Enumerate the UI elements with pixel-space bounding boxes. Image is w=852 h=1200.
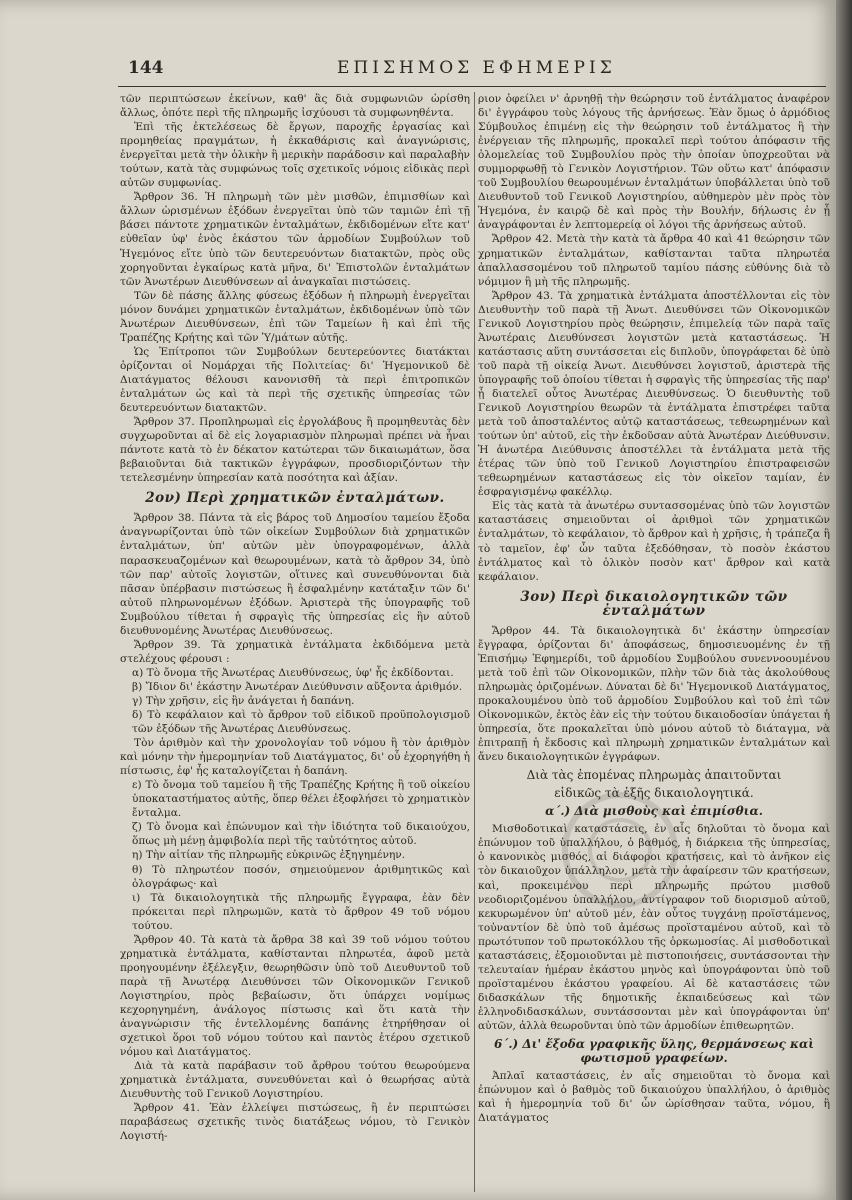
paragraph: Ἐπὶ τῆς ἐκτελέσεως δὲ ἔργων, παροχῆς ἐργασίας καὶ προμηθείας πραγμάτων, ἡ ἐκκαθάρισις καὶ ἀναγνώρισις, ἐνεργεῖται μετὰ τὴν ὁλικὴν ἢ μερικὴν παράδοσιν καὶ παραλαβὴν τούτων, κατὰ τὰς συμφώνως τοῖς σχετικοῖς νόμοις εἰδικὰς περὶ αὐτῶν συμφωνίας. xyxy=(120,121,470,190)
header-rule xyxy=(118,86,826,87)
list-item: ε) Τὸ ὄνομα τοῦ ταμείου ἢ τῆς Τραπέζης Κρήτης ἢ τοῦ οἰκείου ὑποκαταστήματος αὐτῆς, ὅπερ θέλει ἐξοφλήσει τὸ χρηματικὸν ἔνταλμα. xyxy=(132,779,470,820)
center-line: εἰδικῶς τὰ ἑξῆς δικαιολογητικά. xyxy=(554,786,754,801)
paragraph: Τῶν δὲ πάσης ἄλλης φύσεως ἐξόδων ἡ πληρωμὴ ἐνεργεῖται μόνον δυνάμει χρηματικῶν ἐνταλμάτων, ἐκδιδομένων ὑπὸ τῶν Ἀνωτέρων Διευθύνσεων, ἐπὶ τῶν Ταμείων ἢ καὶ ἐπὶ τῆς Τραπέζης Κρήτης καὶ τῶν Ὑ/μάτων αὐτῆς. xyxy=(120,289,470,344)
list-item: β) Ἴδιον δι' ἑκάστην Ἀνωτέραν Διεύθυνσιν αὔξοντα ἀριθμόν. xyxy=(132,680,463,693)
paragraph: Ἄρθρον 40. Τὰ κατὰ τὰ ἄρθρα 38 καὶ 39 τοῦ νόμου τούτου χρηματικὰ ἐντάλματα, καθίστανται πληρωτέα, ἀφοῦ μετὰ προηγουμένην ἐξέλεγξιν, θεωρηθῶσιν ὑπὸ τοῦ Διευθυντοῦ τοῦ παρὰ τῇ Ἀνωτέρᾳ Διευθύνσει τῶν Οἰκονομικῶν Γενικοῦ Λογιστηρίου, πρὸς βεβαίωσιν, ὅτι ὑπάρχει νομίμως κεχορηγημένη, ἀνάλογος πίστωσις καὶ ὅτι κατὰ τὴν ἀναγνώρισιν τῆς ἐντελλομένης δαπάνης ἐτηρήθησαν οἱ σχετικοὶ ὅροι τοῦ νόμου τούτου καὶ παντὸς ἑτέρου σχετικοῦ νόμου καὶ Διατάγματος. xyxy=(120,933,470,1059)
journal-title: ΕΠΙΣΗΜΟΣ ΕΦΗΜΕΡΙΣ xyxy=(337,58,616,78)
center-line: Διὰ τὰς ἑπομένας πληρωμὰς ἀπαιτοῦνται xyxy=(526,768,782,783)
page-number: 144 xyxy=(128,58,164,78)
list-item: δ) Τὸ κεφάλαιον καὶ τὸ ἄρθρον τοῦ εἰδικοῦ προϋπολογισμοῦ τῶν ἐξόδων τῆς Ἀνωτέρας Διευθύνσεως. xyxy=(132,709,470,736)
subheading: 6΄.) Δι' ἔξοδα γραφικῆς ὕλης, θερμάνσεως καὶ φωτισμοῦ γραφείων. xyxy=(493,1037,814,1066)
left-column xyxy=(120,92,470,1192)
list-item: ι) Τὰ δικαιολογητικὰ τῆς πληρωμῆς ἔγγραφα, ἐὰν δὲν πρόκειται περὶ πληρωμῶν, κατὰ τὸ ἄρθρον 49 τοῦ νόμου τούτου. xyxy=(132,891,470,932)
paragraph: Ἀπλαῖ καταστάσεις, ἐν αἷς σημειοῦται τὸ ὄνομα καὶ ἐπώνυμον καὶ ὁ βαθμὸς τοῦ δικαιούχου ὑπαλλήλου, ὁ ἀριθμὸς καὶ ἡ ἡμερομηνία τοῦ δι' ὧν ὡρίσθησαν ταῦτα, νόμου, ἢ Διατάγματος xyxy=(478,1070,830,1125)
list-item: γ) Τὴν χρῆσιν, εἰς ἣν ἀνάγεται ἡ δαπάνη. xyxy=(132,694,355,707)
right-column xyxy=(478,92,830,1192)
paragraph: Ἄρθρον 39. Τὰ χρηματικὰ ἐντάλματα ἐκδιδόμενα μετὰ στελέχους φέρουσι : xyxy=(120,638,470,665)
subheading: α΄.) Διὰ μισθοὺς καὶ ἐπιμίσθια. xyxy=(545,804,763,819)
list-item: ζ) Τὸ ὄνομα καὶ ἐπώνυμον καὶ τὴν ἰδιότητα τοῦ δικαιούχου, ὅπως μὴ μένῃ ἀμφιβολία περὶ τῆς ταὐτότητος αὐτοῦ. xyxy=(132,821,470,848)
paragraph: Ἄρθρον 38. Πάντα τὰ εἰς βάρος τοῦ Δημοσίου ταμείου ἔξοδα ἀναγνωρίζονται ὑπὸ τῶν οἰκείων Συμβούλων διὰ χρηματικῶν ἐνταλμάτων, ὑπ' αὐτῶν μὲν ὑπογραφομένων, ἀλλὰ παρασκευαζομένων καὶ θεωρουμένων, κατὰ τὸ ἄρθρον 34, ὑπὸ τῶν παρ' αὐτοῖς λογιστῶν, οἵτινες καὶ συνευθύνονται διὰ πᾶσαν ὑπέρβασιν πιστώσεως ἢ ἐσφαλμένην κατάταξιν τῶν δι' αὐτοῦ πληρωνομένων ἐξόδων. Ἀριστερὰ τῆς ὑπογραφῆς τοῦ Συμβούλου τίθεται ἡ σφραγὶς τῆς ὑπηρεσίας εἰς ἣν αὐτοῦ διευθυνομένης Ἀνωτέρας Διευθύνσεως. xyxy=(120,512,470,637)
list-item: α) Τὸ ὄνομα τῆς Ἀνωτέρας Διευθύνσεως, ὑφ' ἧς ἐκδίδονται. xyxy=(132,666,454,679)
list-item: Τὸν ἀριθμὸν καὶ τὴν χρονολογίαν τοῦ νόμου ἢ τὸν ἀριθμὸν καὶ μόνην τὴν ἡμερομηνίαν τοῦ Διατάγματος, δι' οὗ ἐχορηγήθη ἡ πίστωσις, ἐφ' ἧς καταλογίζεται ἡ δαπάνη. xyxy=(120,737,470,778)
paragraph: Ἄρθρον 43. Τὰ χρηματικὰ ἐντάλματα ἀποστέλλονται εἰς τὸν Διευθυντὴν τοῦ παρὰ τῇ Ἀνωτ. Διευθύνσει τῶν Οἰκονομικῶν Γενικοῦ Λογιστηρίου πρὸς θεώρησιν, ἐπιμελείᾳ τῶν παρὰ ταῖς Ἀνωτέραις Διευθύνσεσι λογιστῶν μετὰ καταστάσεως. Ἡ κατάστασις αὕτη συντάσσεται εἰς διπλοῦν, ὑπογράφεται δὲ ὑπὸ τοῦ παρὰ τῇ οἰκείᾳ Ἀνωτ. Διευθύνσει λογιστοῦ, ἀριστερὰ τῆς ὑπογραφῆς τοῦ ὁποίου τίθεται ἡ σφραγὶς τῆς ὑπηρεσίας τῆς παρ' ᾗ διατελεῖ οὗτος Ἀνωτέρας Διευθύνσεως. Ὁ διευθυντὴς τοῦ Γενικοῦ Λογιστηρίου θεωρῶν τὰ ἐντάλματα ἐπιστρέφει ταῦτα μετὰ τοῦ ἀποσταλέντος αὐτῷ καταστάσεως, τεθεωρημένων καὶ τούτων ὑπ' αὐτοῦ, εἰς τὴν ἐκδοῦσαν αὐτὰ Ἀνωτέραν Διεύθυνσιν. Ἡ ἀνωτέρα Διεύθυνσις ἀποστέλλει τὰ ἐντάλματα μετὰ τῆς ἑτέρας τῶν ὑπὸ τοῦ Γενικοῦ Λογιστηρίου ἐπιστραφεισῶν τεθεωρημένων καταστάσεως εἰς τὸν οἰκεῖον ταμίαν, ἐν ἐσφραγισμένῳ φακέλλῳ. xyxy=(478,289,830,499)
section-heading: 3ον) Περὶ δικαιολογητικῶν τῶν ἐνταλμάτων xyxy=(520,588,788,619)
paragraph: Ἄρθρον 44. Τὰ δικαιολογητικὰ δι' ἑκάστην ὑπηρεσίαν ἔγγραφα, ὁρίζονται δι' ἀποφάσεως, δημοσιευομένης ἐν τῇ Ἐπισήμῳ Ἐφημερίδι, τοῦ ἁρμοδίου Συμβούλου συνεννοουμένου μετὰ τοῦ ἐπὶ τῶν Οἰκονομικῶν, πλὴν τῶν διὰ τὰς ἀκολούθους πληρωμὰς ὁριζομένων. Δύναται δὲ δι' Ἡγεμονικοῦ Διατάγματος, προκαλουμένου ὑπὸ τοῦ ἁρμοδίου Συμβούλου καὶ τοῦ ἐπὶ τῶν Οἰκονομικῶν, ἐκτὸς ἐὰν εἰς τὴν τούτου δικαιοδοσίαν ὑπάγεται ἡ ὑπηρεσία, ὅτε προκαλεῖται ὑπὸ μόνου αὐτοῦ τὸ διάταγμα, νὰ ἐπιτραπῇ ἡ ἔκδοσις καὶ πληρωμὴ χρηματικῶν ἐνταλμάτων καὶ ἄνευ δικαιολογητικῶν ἐγγράφων. xyxy=(478,624,830,764)
paragraph: Ἄρθρον 41. Ἐὰν ἐλλείψει πιστώσεως, ἢ ἐν περιπτώσει παραβάσεως σχετικῆς τινὸς διατάξεως νόμου, τὸ Γενικὸν Λογιστή- xyxy=(120,1102,470,1143)
list-item: η) Τὴν αἰτίαν τῆς πληρωμῆς εὐκρινῶς ἐξηγημένην. xyxy=(132,849,406,862)
paragraph: Ἄρθρον 37. Προπληρωμαὶ εἰς ἐργολάβους ἢ προμηθευτὰς δὲν συγχωροῦνται αἱ δὲ εἰς λογαριασμὸν πληρωμαὶ πρέπει νὰ ἦναι πάντοτε κατὰ τὸ ἐν δέκατον κατώτεραι τῶν δικαιωμάτων, ὅσα βεβαιοῦνται διὰ τακτικῶν ἐγγράφων, προσδιοριζόντων τὴν τετελεσμένην ὑπηρεσίαν κατὰ ποσότητα καὶ ἀξίαν. xyxy=(120,416,470,485)
paragraph: Διὰ τὰ κατὰ παράβασιν τοῦ ἄρθρου τούτου θεωρούμενα χρηματικὰ ἐντάλματα, συνευθύνεται καὶ ὁ θεωρήσας αὐτὰ Διευθυντὴς τοῦ Γενικοῦ Λογιστηρίου. xyxy=(120,1060,470,1101)
page-header xyxy=(122,58,822,82)
section-heading: 2ον) Περὶ χρηματικῶν ἐνταλμάτων. xyxy=(145,490,445,507)
paragraph: τῶν περιπτώσεων ἐκείνων, καθ' ἃς διὰ συμφωνιῶν ὡρίσθη ἄλλως, ὁπότε περὶ τῆς πληρωμῆς ἰσχύουσι τὰ συμφωνηθέντα. xyxy=(120,93,470,120)
binding-edge xyxy=(836,0,852,1200)
paragraph: Ἄρθρον 42. Μετὰ τὴν κατὰ τὰ ἄρθρα 40 καὶ 41 θεώρησιν τῶν χρηματικῶν ἐνταλμάτων, καθίστανται ταῦτα πληρωτέα ἀπαλλασσομένου τοῦ πληρωτοῦ ταμίου πάσης εὐθύνης διὰ τὸ νόμιμον ἢ μὴ τῆς πληρωμῆς. xyxy=(478,233,830,288)
paragraph: ριον ὀφείλει ν' ἀρνηθῇ τὴν θεώρησιν τοῦ ἐντάλματος ἀναφέρον δι' ἐγγράφου τοὺς λόγους τῆς ἀρνήσεως. Ἐὰν ὅμως ὁ ἁρμόδιος Σύμβουλος ἐπιμένῃ εἰς τὴν θεώρησιν τοῦ ἐντάλματος ἢ τὴν ἐνέργειαν τῆς πληρωμῆς, προκαλεῖ περὶ τούτου ἀπόφασιν τῆς ὁλομελείας τοῦ Συμβουλίου πρὸς τὴν ὁποίαν ὑποχρεοῦται νὰ συμμορφωθῇ τὸ Γενικὸν Λογιστήριον. Τῶν οὕτω κατ' ἀπόφασιν τοῦ Συμβουλίου θεωρουμένων ἐνταλμάτων ὑποβάλλεται ὑπὸ τοῦ Διευθυντοῦ τοῦ Γενικοῦ Λογιστηρίου, αὐθημερὸν μὲν πρὸς τὸν Ἡγεμόνα, ἐν καιρῷ δὲ καὶ πρὸς τὴν Βουλήν, δήλωσις ἐν ᾗ ἀναγράφονται ἐν λεπτομερείᾳ οἱ λόγοι τῆς ἀρνήσεως αὐτοῦ. xyxy=(478,93,830,232)
paragraph: Ὡς Ἐπίτροποι τῶν Συμβούλων δευτερεύοντες διατάκται ὁρίζονται οἱ Νομάρχαι τῆς Πολιτείας· δι' Ἡγεμονικοῦ δὲ Διατάγματος θέλουσι κανονισθῆ τὰ περὶ ἐπιτροπικῶν ἐνταλμάτων ὡς καὶ τὰ περὶ τῆς σχετικῆς ὑπηρεσίας τῶν δευτερευόντων διατακτῶν. xyxy=(120,345,470,415)
paragraph: Ἄρθρον 36. Ἡ πληρωμὴ τῶν μὲν μισθῶν, ἐπιμισθίων καὶ ἄλλων ὡρισμένων ἐξόδων ἐνεργεῖται ὑπὸ τῶν ταμιῶν ἐπὶ τῇ βάσει πάντοτε χρηματικῶν ἐνταλμάτων, ἐκδιδομένων εἴτε κατ' εὐθεῖαν ὑφ' ἑνὸς ἑκάστου τῶν ἁρμοδίων Συμβούλων τοῦ Ἡγεμόνος εἴτε ὑπὸ τῶν δευτερευόντων διατακτῶν, πρὸς οὓς χορηγοῦνται ἐγκαίρως κατὰ μῆνα, δι' Ἐπιστολῶν ἐνταλμάτων τῶν Ἀνωτέρων Διευθύνσεων αἱ ἀναγκαῖαι πιστώσεις. xyxy=(120,191,470,288)
paragraph: Εἰς τὰς κατὰ τὰ ἀνωτέρω συντασσομένας ὑπὸ τῶν λογιστῶν καταστάσεις σημειοῦνται οἱ ἀριθμοὶ τῶν χρηματικῶν ἐνταλμάτων, τὸ κεφάλαιον, τὸ ἄρθρον καὶ ἡ χρῆσις, ἡ τράπεζα ἢ τὸ ταμεῖον, ἐφ' ὧν ταῦτα ἐξεδόθησαν, τὸ ποσὸν ἑκάστου ἐντάλματος καὶ τὸ ὁλικὸν ποσὸν κατ' ἄρθρον καὶ κατὰ κεφάλαιον. xyxy=(478,500,830,583)
archive-watermark xyxy=(560,780,760,960)
paragraph: Μισθοδοτικαὶ καταστάσεις, ἐν αἷς δηλοῦται τὸ ὄνομα καὶ ἐπώνυμον τοῦ ὑπαλλήλου, ὁ βαθμός, ἡ διάρκεια τῆς ὑπηρεσίας, ὁ κανονικὸς μισθός, αἱ διάφοροι κρατήσεις, καὶ τὸ ἀνῆκον εἰς τὸν δικαιοῦχον ὑπάλληλον, μετὰ τὴν ἀφαίρεσιν τῶν κρατήσεων, καὶ, προκειμένου περὶ πληρωμῆς πρώτου μισθοῦ νεοδιοριζομένου ὑπαλλήλου, ἀντίγραφον τοῦ διορισμοῦ αὐτοῦ, κεκυρωμένον ὑπ' αὐτοῦ μέν, ἐὰν οὗτος τυγχάνῃ προϊστάμενος, τοὐναντίον δὲ ὑπὸ τοῦ ἀμέσως προϊσταμένου αὐτοῦ, καὶ τὸ πρωτότυπον τοῦ πρωτοκόλλου τῆς ὁρκωμοσίας. Αἱ μισθοδοτικαὶ καταστάσεις, ἐξομοιοῦνται μὲ πιστοποιήσεις, συντάσσονται τὴν τελευταίαν ἡμέραν ἑκάστου μηνὸς καὶ ὑπογράφονται ὑπὸ τοῦ προϊσταμένου ἑκάστου γραφείου. Αἱ δὲ καταστάσεις τῶν διδασκάλων τῆς δημοτικῆς ἐκπαιδεύσεως καὶ τῶν ἑλληνοδιδασκάλων, συντάσσονται μὲν καὶ ὑπογράφονται ὑπ' αὐτῶν, ἀλλὰ θεωροῦνται ὑπὸ τῶν ἁρμοδίων ἐπιθεωρητῶν. xyxy=(478,823,830,1032)
column-divider xyxy=(474,92,475,1192)
list-item: θ) Τὸ πληρωτέον ποσόν, σημειούμενον ἀριθμητικῶς καὶ ὁλογράφως· καὶ xyxy=(132,863,470,890)
